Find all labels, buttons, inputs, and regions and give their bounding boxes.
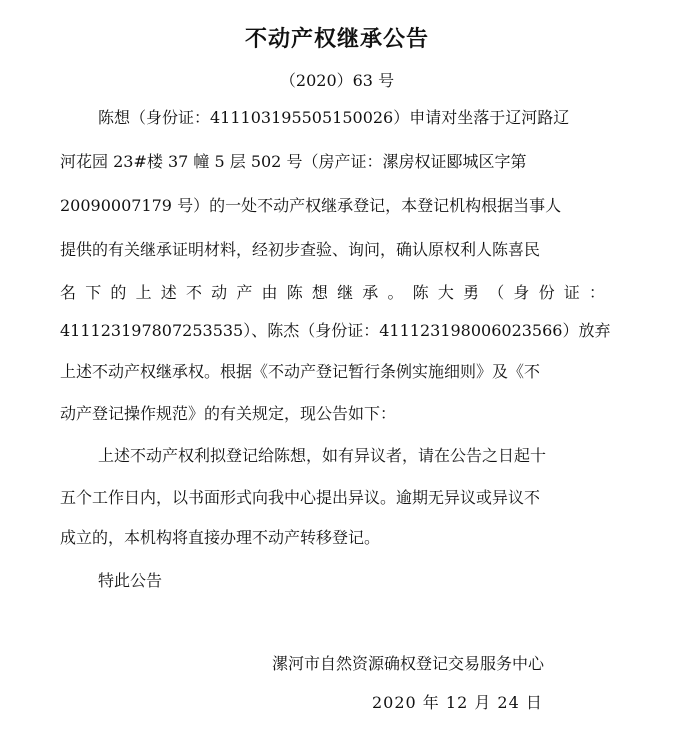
body-line: 411123197807253535）、陈杰（身份证：411123198006023566）放弃	[60, 321, 611, 340]
issue-date: 2020 年 12 月 24 日	[372, 693, 543, 712]
document-number: （2020）63 号	[279, 71, 395, 90]
body-line: 河花园 23#楼 37 幢 5 层 502 号（房产证：漯房权证郾城区字第	[60, 152, 527, 171]
issuing-organization: 漯河市自然资源确权登记交易服务中心	[272, 654, 545, 673]
body-line: 提供的有关继承证明材料，经初步查验、询问，确认原权利人陈喜民	[60, 240, 541, 259]
body-line: 动产登记操作规范》的有关规定，现公告如下：	[60, 404, 397, 423]
body-line: 五个工作日内，以书面形式向我中心提出异议。逾期无异议或异议不	[60, 488, 541, 507]
body-line: 成立的，本机构将直接办理不动产转移登记。	[60, 528, 381, 547]
body-line: 上述不动产权继承权。根据《不动产登记暂行条例实施细则》及《不	[60, 362, 541, 381]
body-line: 名下的上述不动产由陈想继承。陈大勇（身份证：	[60, 283, 605, 302]
body-line: 陈想（身份证：411103195505150026）申请对坐落于辽河路辽	[98, 108, 570, 127]
body-line: 20090007179 号）的一处不动产权继承登记，本登记机构根据当事人	[60, 196, 562, 215]
signoff: 特此公告	[98, 571, 163, 590]
document-title: 不动产权继承公告	[244, 27, 429, 52]
body-line: 上述不动产权利拟登记给陈想，如有异议者，请在公告之日起十	[98, 446, 547, 465]
